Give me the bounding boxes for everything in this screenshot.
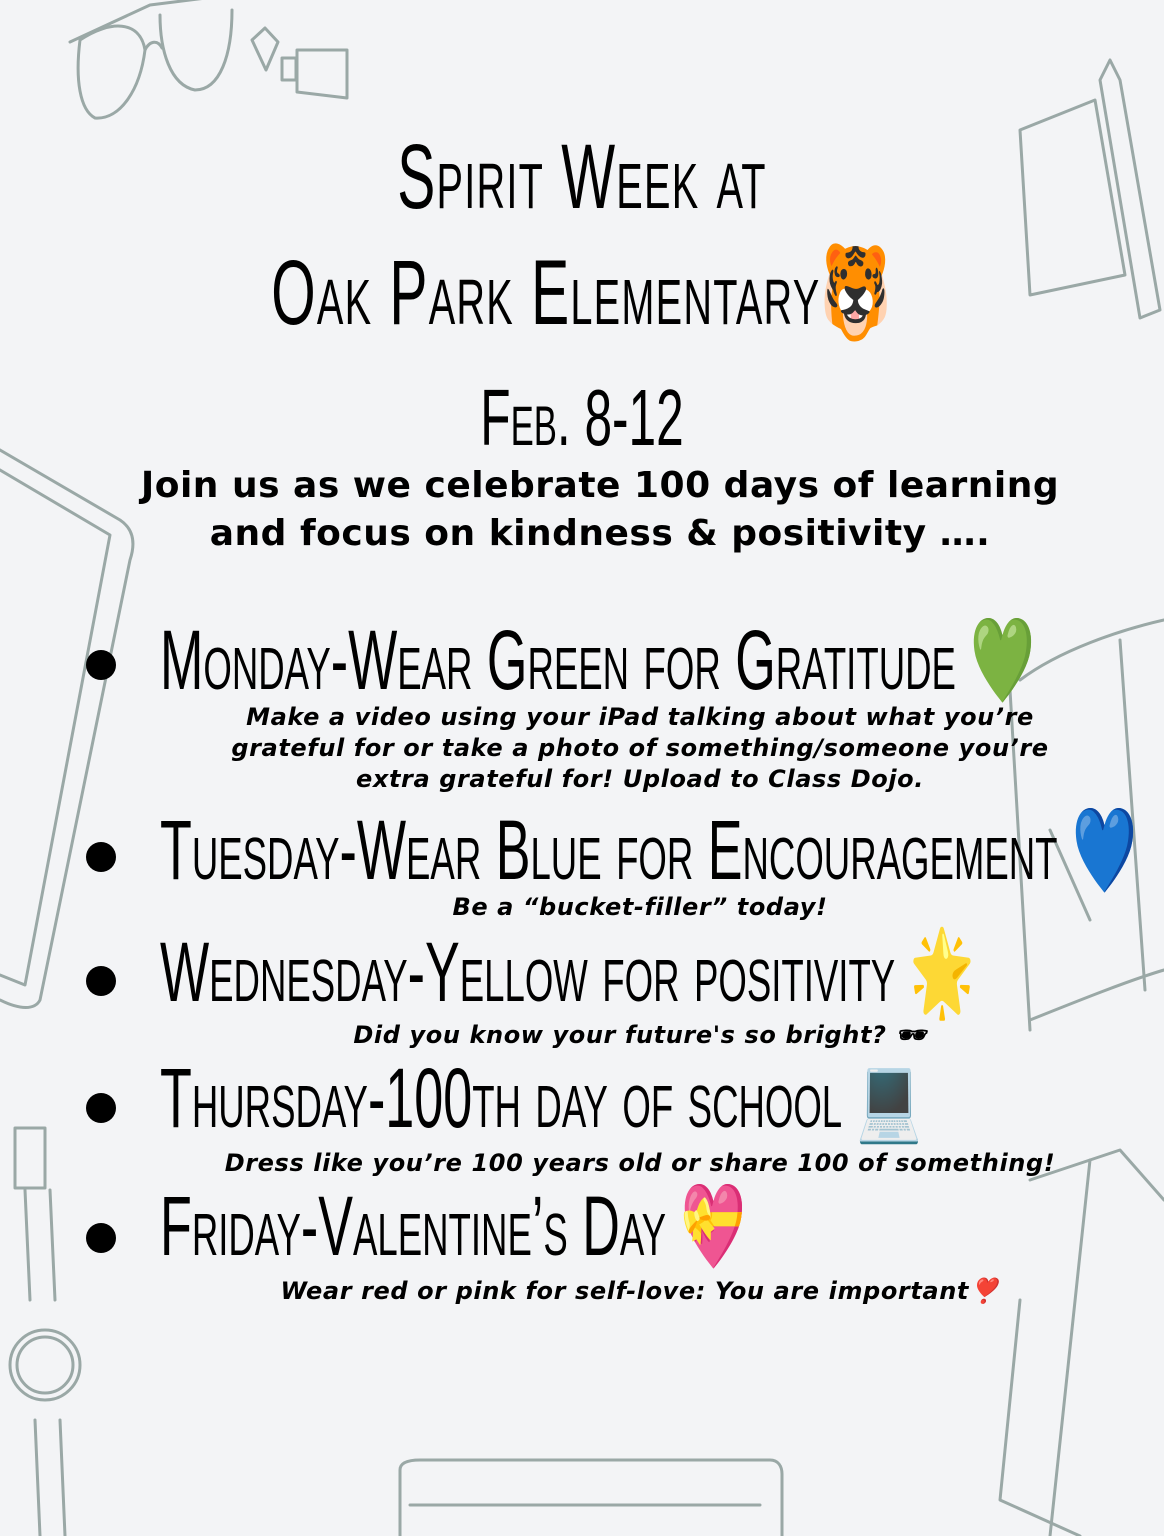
glasses-sketch-icon bbox=[70, 0, 232, 118]
notebook-sketch-icon bbox=[1000, 1150, 1164, 1536]
glowing-star-icon: 🌟 bbox=[909, 925, 975, 1019]
bullet-icon bbox=[86, 1093, 116, 1123]
day-heading-text: Friday-Valentine’s Day bbox=[160, 1179, 666, 1273]
day-heading bbox=[160, 1048, 921, 1148]
notebook-pen-sketch-icon bbox=[1020, 60, 1160, 318]
day-heading-text: Wednesday-Yellow for positivity bbox=[160, 925, 896, 1019]
day-note: Wear red or pink for self-love: You are important❣️ bbox=[280, 1277, 1000, 1305]
bullet-icon bbox=[86, 1223, 116, 1253]
bullet-icon bbox=[86, 966, 116, 996]
day-note: Be a “bucket-filler” today! bbox=[452, 893, 828, 921]
bullet-icon bbox=[86, 650, 116, 680]
day-note: Did you know your future's so bright? 🕶 bbox=[353, 1021, 927, 1049]
school-name: Oak Park Elementary bbox=[271, 242, 821, 344]
title-line-1: Spirit Week at bbox=[397, 126, 767, 228]
day-heading-text: Monday-Wear Green for Gratitude bbox=[160, 613, 956, 707]
usb-drive-sketch-icon bbox=[252, 28, 347, 98]
laptop-icon: 💻 bbox=[856, 1051, 922, 1145]
green-heart-icon: 💚 bbox=[970, 613, 1036, 707]
bullet-icon bbox=[86, 842, 116, 872]
tiger-face-icon: 🐯 bbox=[820, 242, 893, 344]
day-note: Make a video using your iPad talking about what you’re grateful for or take a photo of something/someone you’re extra grateful for! Upload to Class Dojo. bbox=[231, 703, 1049, 793]
day-heading bbox=[160, 922, 975, 1022]
heart-with-ribbon-icon: 💝 bbox=[680, 1179, 746, 1273]
day-heading bbox=[160, 610, 1035, 710]
blue-heart-icon: 💙 bbox=[1071, 803, 1137, 897]
day-heading bbox=[160, 1176, 745, 1276]
day-heading bbox=[160, 800, 1137, 900]
day-heading-text: Tuesday-Wear Blue for Encouragement bbox=[160, 803, 1058, 897]
title-line-2 bbox=[221, 240, 943, 347]
date-range: Feb. 8-12 bbox=[480, 373, 684, 462]
day-note: Dress like you’re 100 years old or share 100 of something! bbox=[224, 1149, 1056, 1177]
keyboard-sketch-icon bbox=[400, 1460, 782, 1536]
day-heading-text: Thursday-100th day of school bbox=[160, 1051, 843, 1145]
intro-text: Join us as we celebrate 100 days of learning and focus on kindness & positivity …. bbox=[140, 465, 1060, 554]
watch-sketch-icon bbox=[10, 1128, 80, 1536]
